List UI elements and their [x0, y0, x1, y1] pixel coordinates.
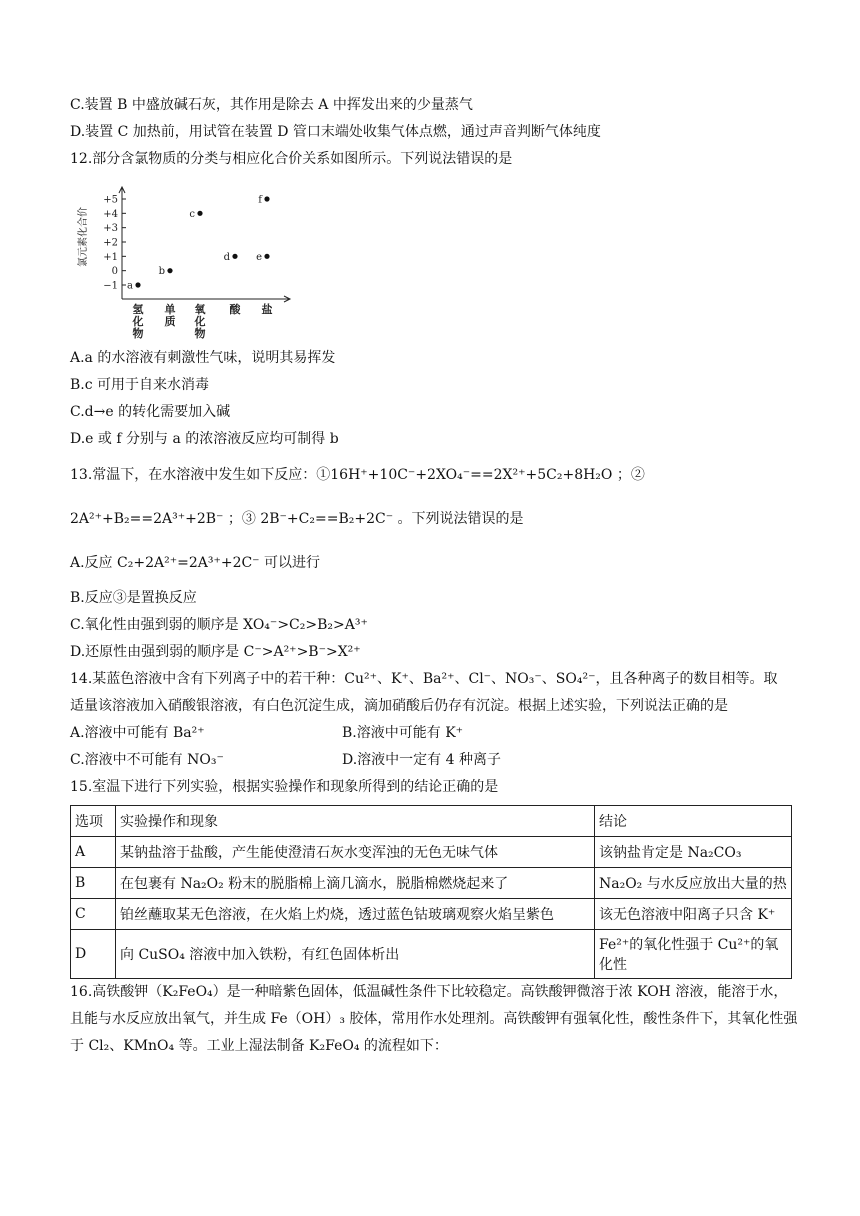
table-cell: B [71, 868, 116, 899]
table-cell: 铂丝蘸取某无色溶液，在火焰上灼烧，透过蓝色钴玻璃观察火焰呈紫色 [116, 899, 595, 930]
table-cell: 在包裹有 Na₂O₂ 粉末的脱脂棉上滴几滴水，脱脂棉燃烧起来了 [116, 868, 595, 899]
q13-option-c: C.氧化性由强到弱的顺序是 XO₄⁻>C₂>B₂>A³⁺ [70, 617, 368, 633]
q13-stem-line2: 2A²⁺+B₂==2A³⁺+2B⁻ ；③ 2B⁻+C₂==B₂+2C⁻ 。下列说法错误的是 [70, 511, 524, 527]
y-tick-label: +5 [103, 194, 118, 206]
table-cell: Fe²⁺的氧化性强于 Cu²⁺的氧化性 [595, 930, 792, 979]
y-tick-label: +2 [103, 237, 118, 249]
data-point-a [135, 282, 140, 287]
q14-stem-line1: 14.某蓝色溶液中含有下列离子中的若干种：Cu²⁺、K⁺、Ba²⁺、Cl⁻、NO₃⁻、SO₄²⁻，且各种离子的数目相等。取 [70, 671, 778, 687]
x-category-label: 物 [194, 327, 206, 340]
table-cell: 该钠盐肯定是 Na₂CO₃ [595, 837, 792, 868]
table-row [71, 837, 792, 868]
data-point-label: f [258, 194, 262, 206]
y-tick-label: +1 [103, 251, 118, 263]
chart-svg [70, 175, 306, 341]
q14-option-c: C.溶液中不可能有 NO₃⁻ [70, 752, 224, 768]
x-category-label: 质 [164, 315, 176, 328]
q12-option-b: B.c 可用于自来水消毒 [70, 377, 210, 393]
data-point-d [232, 254, 237, 259]
q12-option-c: C.d→e 的转化需要加入碱 [70, 404, 231, 420]
exam-page [70, 92, 800, 1060]
data-point-c [197, 211, 202, 216]
q12-stem: 12.部分含氯物质的分类与相应化合价关系如图所示。下列说法错误的是 [70, 151, 513, 167]
table-cell: 向 CuSO₄ 溶液中加入铁粉，有红色固体析出 [116, 930, 595, 979]
data-point-e [264, 254, 269, 259]
q14-option-b: B.溶液中可能有 K⁺ [342, 725, 464, 741]
table-row [71, 868, 792, 899]
q15-stem: 15.室温下进行下列实验，根据实验操作和现象所得到的结论正确的是 [70, 779, 499, 795]
q14-option-d: D.溶液中一定有 4 种离子 [342, 752, 501, 768]
q13-option-b: B.反应③是置换反应 [70, 590, 197, 606]
x-category-label: 化 [132, 315, 144, 328]
q12-option-a: A.a 的水溶液有刺激性气味，说明其易挥发 [70, 350, 336, 366]
data-point-label: e [256, 251, 262, 263]
x-category-label: 盐 [261, 303, 273, 316]
q14-options-row2 [70, 747, 800, 774]
table-cell: Na₂O₂ 与水反应放出大量的热 [595, 868, 792, 899]
table-cell: A [71, 837, 116, 868]
table-cell: D [71, 930, 116, 979]
y-tick-label: 0 [111, 266, 118, 278]
q12-chlorine-valence-chart [70, 175, 306, 341]
table-cell: C [71, 899, 116, 930]
table-header-row [71, 806, 792, 837]
table-header-cell: 结论 [595, 806, 792, 837]
x-category-label: 单 [164, 303, 176, 316]
q14-stem-line2: 适量该溶液加入硝酸银溶液，有白色沉淀生成，滴加硝酸后仍存有沉淀。根据上述实验，下列说法正确的是 [70, 698, 728, 714]
x-category-label: 化 [194, 315, 206, 328]
y-tick-label: +3 [103, 223, 118, 235]
data-point-label: d [223, 251, 230, 263]
q12-option-d: D.e 或 f 分别与 a 的浓溶液反应均可制得 b [70, 431, 339, 447]
q14-option-a: A.溶液中可能有 Ba²⁺ [70, 725, 205, 741]
x-category-label: 氢 [132, 303, 144, 316]
q11-option-d: D.装置 C 加热前，用试管在装置 D 管口末端处收集气体点燃，通过声音判断气体纯度 [70, 124, 601, 140]
data-point-label: b [158, 266, 165, 278]
q13-option-d: D.还原性由强到弱的顺序是 C⁻>A²⁺>B⁻>X²⁺ [70, 644, 361, 660]
x-category-label: 氧 [194, 303, 206, 316]
q13-option-a: A.反应 C₂+2A²⁺=2A³⁺+2C⁻ 可以进行 [70, 555, 321, 571]
q16-text: 16.高铁酸钾（K₂FeO₄）是一种暗紫色固体，低温碱性条件下比较稳定。高铁酸钾微溶于浓 KOH 溶液，能溶于水，且能与水反应放出氧气，并生成 Fe（OH）₃ 胶体，常用作水处理剂。高铁酸钾有强氧化性，酸性条件下，其氧化性强于 Cl₂、KMnO₄ 等。工业上湿法制备 K₂FeO₄ 的流程如下： [70, 984, 798, 1054]
table-header-cell: 选项 [71, 806, 116, 837]
q15-table [70, 805, 792, 979]
q13-stem-line1: 13.常温下，在水溶液中发生如下反应：①16H⁺+10C⁻+2XO₄⁻==2X²⁺+5C₂+8H₂O ；② [70, 467, 645, 483]
data-point-label: a [127, 280, 133, 292]
table-cell: 某钠盐溶于盐酸，产生能使澄清石灰水变浑浊的无色无味气体 [116, 837, 595, 868]
y-tick-label: −1 [103, 280, 118, 292]
data-point-b [167, 268, 172, 273]
table-cell: 该无色溶液中阳离子只含 K⁺ [595, 899, 792, 930]
y-tick-label: +4 [103, 208, 118, 220]
table-row [71, 930, 792, 979]
q14-options-row1 [70, 720, 800, 747]
data-point-label: c [189, 208, 195, 220]
q11-option-c: C.装置 B 中盛放碱石灰，其作用是除去 A 中挥发出来的少量蒸气 [70, 97, 473, 113]
data-point-f [264, 196, 269, 201]
y-axis-title: 氯元素化合价 [78, 207, 89, 267]
table-header-cell: 实验操作和现象 [116, 806, 595, 837]
x-category-label: 物 [132, 327, 144, 340]
table-row [71, 899, 792, 930]
x-category-label: 酸 [229, 303, 241, 316]
